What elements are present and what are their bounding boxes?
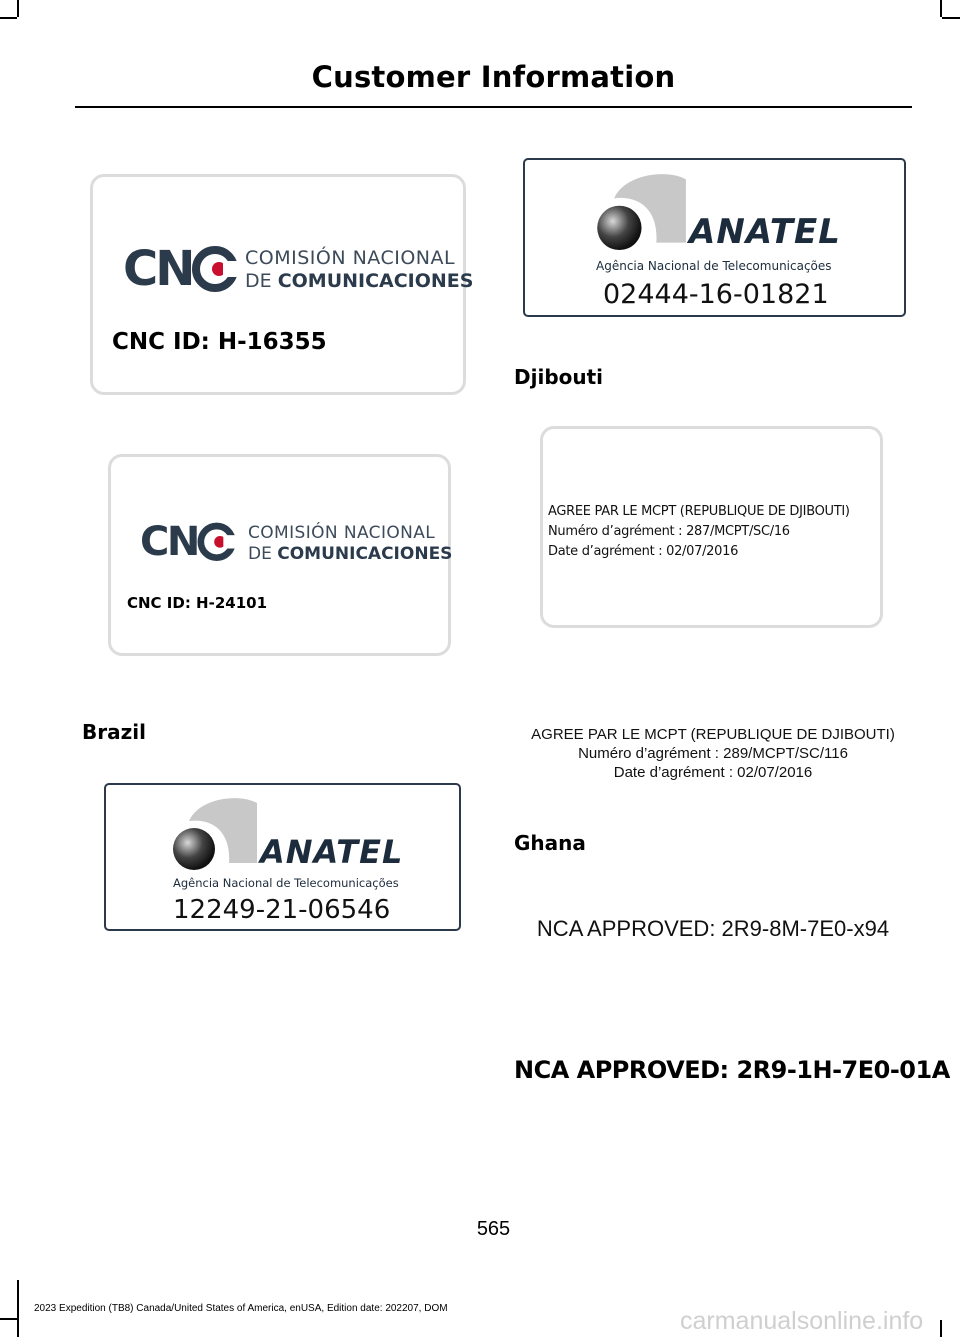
anatel-logo-icon (169, 793, 259, 873)
anatel-number: 12249-21-06546 (173, 895, 391, 925)
crop-mark (17, 1280, 19, 1337)
crop-mark (0, 1318, 17, 1320)
section-heading-djibouti: Djibouti (514, 365, 604, 389)
anatel-certificate-card (523, 158, 906, 317)
anatel-number: 02444-16-01821 (603, 279, 829, 310)
svg-text:CN: CN (123, 243, 193, 293)
anatel-wordmark: ANATEL (689, 212, 841, 252)
cnc-logo-line1: COMISIÓN NACIONAL (248, 523, 436, 543)
section-heading-brazil: Brazil (82, 720, 146, 744)
cnc-logo-line2 (248, 544, 452, 564)
cnc-id: CNC ID: H-24101 (127, 594, 268, 612)
cnc-logo-line2-bold: COMUNICACIONES (277, 544, 453, 564)
header-divider (75, 106, 912, 108)
ghana-approval-2: NCA APPROVED: 2R9-1H-7E0-01A (514, 1056, 950, 1084)
edition-line: 2023 Expedition (TB8) Canada/United States of America, enUSA, Edition date: 202207, DOM (34, 1303, 448, 1314)
anatel-certificate-card (104, 783, 461, 931)
cnc-logo-line2-prefix: DE (245, 270, 278, 292)
cnc-logo-line2-bold: COMUNICACIONES (277, 270, 474, 292)
cnc-logo-line2-prefix: DE (248, 544, 278, 564)
djibouti-certificate-card (540, 426, 883, 628)
cnc-logo-mark-icon (140, 519, 240, 563)
section-heading-ghana: Ghana (514, 831, 586, 855)
crop-mark (940, 0, 942, 17)
djibouti-plain-line: Date d’agrément : 02/07/2016 (613, 764, 813, 781)
page-title: Customer Information (311, 60, 676, 94)
crop-mark (17, 0, 19, 17)
anatel-subtitle: Agência Nacional de Telecomunicações (173, 876, 399, 890)
cnc-logo-line1: COMISIÓN NACIONAL (245, 247, 456, 269)
crop-mark (942, 17, 960, 19)
djibouti-card-line: Numéro d’agrément : 287/MCPT/SC/16 (548, 524, 790, 539)
svg-text:CN: CN (140, 519, 198, 563)
djibouti-card-line: Date d’agrément : 02/07/2016 (548, 544, 739, 559)
djibouti-plain-line: AGREE PAR LE MCPT (REPUBLIQUE DE DJIBOUTI) (531, 726, 895, 743)
cnc-id: CNC ID: H-16355 (112, 329, 327, 355)
cnc-logo-mark-icon (123, 243, 243, 293)
ghana-approval-1: NCA APPROVED: 2R9-8M-7E0-x94 (536, 916, 890, 941)
anatel-logo-icon (593, 168, 688, 254)
djibouti-plain-line: Numéro d’agrément : 289/MCPT/SC/116 (578, 745, 848, 762)
crop-mark (940, 1320, 942, 1337)
cnc-logo-line2 (245, 270, 473, 292)
anatel-wordmark: ANATEL (260, 833, 404, 871)
djibouti-card-line: AGREE PAR LE MCPT (REPUBLIQUE DE DJIBOUTI) (548, 504, 850, 519)
watermark: carmanualsonline.info (680, 1307, 924, 1335)
cnc-certificate-card (90, 174, 474, 395)
page-number: 565 (476, 1218, 511, 1240)
anatel-subtitle: Agência Nacional de Telecomunicações (596, 259, 832, 273)
cnc-certificate-card (108, 454, 451, 656)
crop-mark (0, 17, 17, 19)
